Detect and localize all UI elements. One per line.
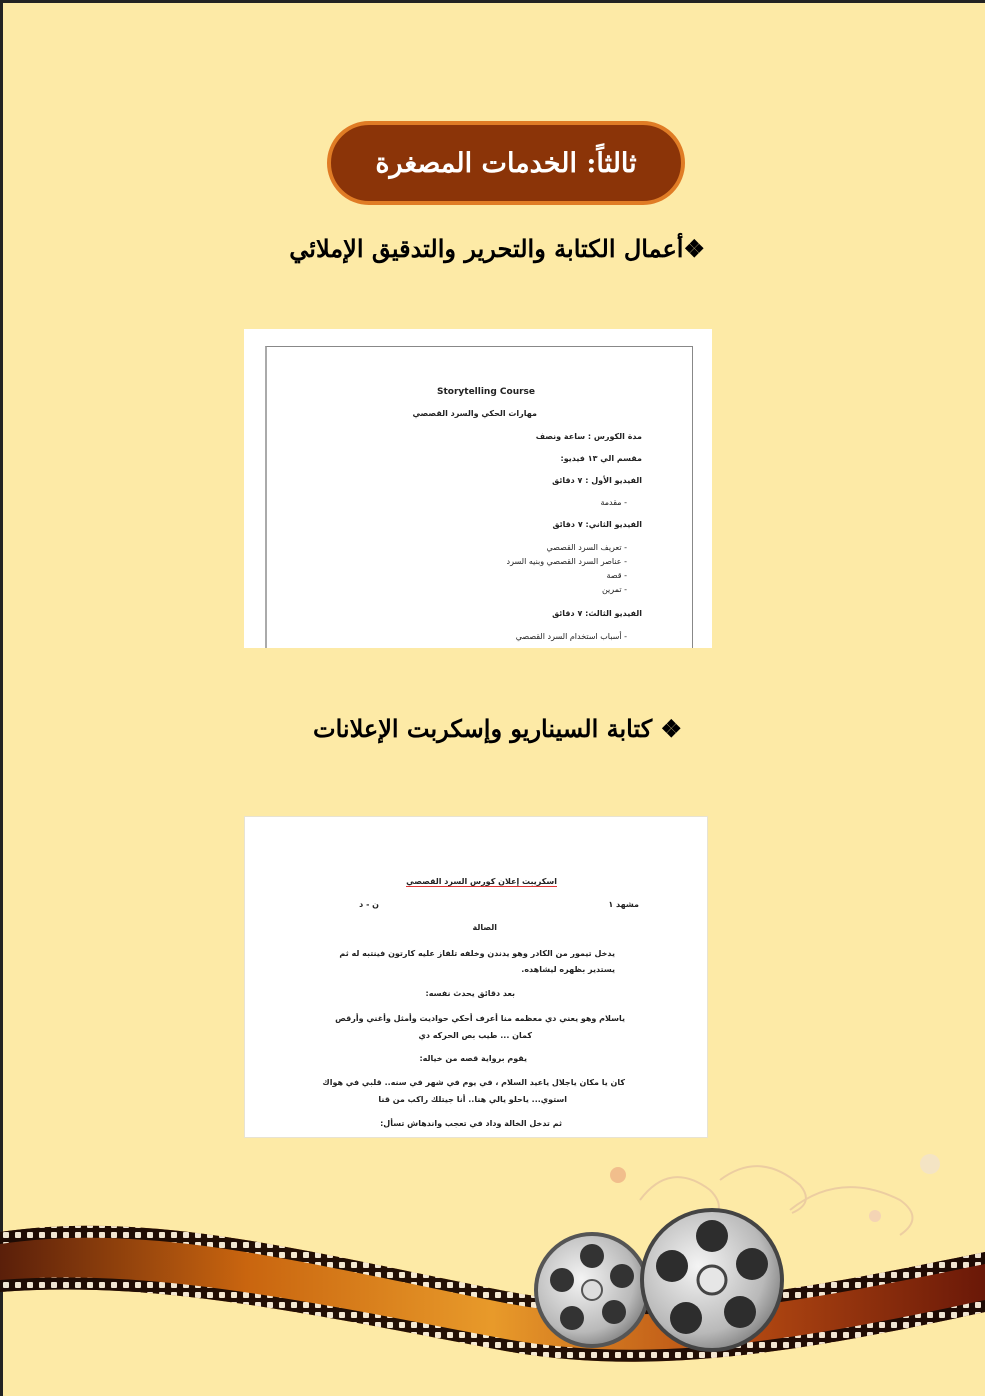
doc1-video1: الفيديو الأول : ٧ دقائق [552, 476, 642, 485]
doc1-duration: مدة الكورس : ساعة ونصف [535, 432, 642, 441]
film-reel-icon [640, 1208, 784, 1352]
doc2-line: ياسلام وهو يعني دي معظمه منا أعرف أحكي حواديت وأمثل وأغني وأرقص [335, 1014, 625, 1023]
doc2-line: يقوم برواية قصه من خياله: [419, 1054, 527, 1063]
heading-writing-editing: ❖أعمال الكتابة والتحرير والتدقيق الإملائي [289, 234, 705, 263]
doc2-location: الصالة [472, 923, 497, 932]
doc2-line: ثم تدخل الخالة وداد في تعجب واندهاش تسأل: [380, 1119, 562, 1128]
doc2-line: يدخل تيمور من الكادر وهو يدندن وخلفه تلفاز عليه كارتون فينتبه له ثم [339, 949, 615, 958]
doc1-video2-item: - عناصر السرد القصصي وبنيه السرد [506, 557, 627, 566]
doc2-line: كان يا مكان ياجلال ياعيد السلام ، في يوم في شهر في سنه.. قلبي في هواك [322, 1078, 625, 1087]
doc1-title-en: Storytelling Course [437, 387, 536, 397]
doc1-video2-item: - تمرين [601, 585, 627, 594]
doc1-video3-item: - أسباب استخدام السرد القصصي [515, 632, 627, 641]
heading-scenario-ads: ❖ كتابة السيناريو وإسكربت الإعلانات [312, 714, 682, 743]
doc-page-border [265, 346, 693, 648]
doc1-video3: الفيديو الثالث: ٧ دقائق [552, 609, 642, 618]
doc1-video1-item: - مقدمة [600, 498, 627, 507]
doc1-split: مقسم الي ١٣ فيديو: [560, 454, 642, 463]
section-title-pill [327, 121, 685, 205]
doc2-line: يستدير بظهره ليشاهده. [521, 965, 615, 974]
doc-preview-storytelling-course [244, 329, 712, 648]
doc-preview-ad-script [244, 816, 708, 1138]
doc2-title: اسكريبت إعلان كورس السرد القصصي [406, 877, 557, 886]
doc2-line: استوي... ياحلو يالي هنا.. أنا جيتلك راكب من قنا [378, 1095, 567, 1104]
section-title: ثالثاً: الخدمات المصغرة [375, 147, 637, 179]
doc1-title-ar: مهارات الحكي والسرد القصصي [412, 409, 537, 418]
doc1-video2-item: - تعريف السرد القصصي [546, 543, 627, 552]
doc2-scene: مشهد ١ [608, 900, 639, 909]
film-reel-decoration [0, 1140, 985, 1396]
doc2-time: ن - د [359, 900, 379, 909]
doc1-video2: الفيديو الثاني: ٧ دقائق [552, 520, 642, 529]
flower-icon [610, 1154, 940, 1222]
film-reel-icon [534, 1232, 650, 1348]
doc1-video2-item: - قصة [606, 571, 627, 580]
doc2-line: كمان ... طيب بص الحركه دي [418, 1031, 532, 1040]
doc2-line: بعد دقائق يحدث نفسه: [425, 989, 515, 998]
